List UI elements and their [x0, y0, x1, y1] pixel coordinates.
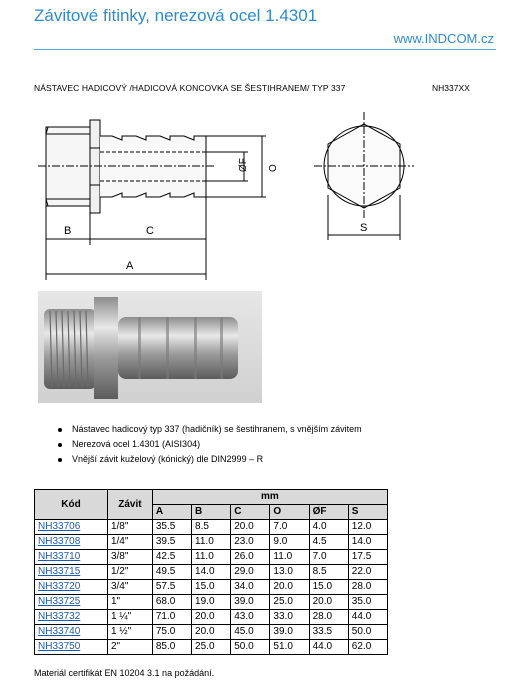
- col-header-s: S: [348, 505, 387, 520]
- cell-b: 11.0: [192, 535, 231, 550]
- cell-a: 39.5: [152, 535, 191, 550]
- page-title: Závitové fitinky, nerezová ocel 1.4301: [34, 6, 318, 25]
- cell-o: 20.0: [270, 580, 309, 595]
- col-header-b: B: [192, 505, 231, 520]
- cell-c: 26.0: [231, 550, 270, 565]
- cell-f: 15.0: [309, 580, 348, 595]
- product-photo: [38, 291, 262, 403]
- cell-b: 19.0: [192, 595, 231, 610]
- cell-o: 7.0: [270, 520, 309, 535]
- cell-a: 71.0: [152, 610, 191, 625]
- cell-zavit: 1/4": [107, 535, 152, 550]
- cell-s: 44.0: [348, 610, 387, 625]
- col-header-unit: mm: [152, 490, 387, 505]
- feature-item: Nástavec hadicový typ 337 (hadičník) se šestihranem, s vnějším závitem: [58, 422, 362, 437]
- cell-f: 44.0: [309, 640, 348, 655]
- cell-s: 35.0: [348, 595, 387, 610]
- table-row: [35, 580, 388, 595]
- product-code-link[interactable]: NH33720: [35, 580, 108, 595]
- table-row: [35, 610, 388, 625]
- cell-o: 51.0: [270, 640, 309, 655]
- technical-drawing: [34, 100, 454, 280]
- cell-o: 33.0: [270, 610, 309, 625]
- feature-item: Nerezová ocel 1.4301 (AISI304): [58, 437, 362, 452]
- cell-b: 8.5: [192, 520, 231, 535]
- cell-zavit: 2": [107, 640, 152, 655]
- label-c: C: [146, 225, 154, 237]
- cell-f: 33.5: [309, 625, 348, 640]
- cell-b: 25.0: [192, 640, 231, 655]
- col-header-o: O: [270, 505, 309, 520]
- label-o: O: [268, 164, 279, 172]
- cell-c: 20.0: [231, 520, 270, 535]
- col-header-zavit: Závit: [107, 490, 152, 520]
- product-code-link[interactable]: NH33732: [35, 610, 108, 625]
- cell-b: 15.0: [192, 580, 231, 595]
- col-header-kod: Kód: [35, 490, 108, 520]
- cell-zavit: 1/8": [107, 520, 152, 535]
- table-row: [35, 625, 388, 640]
- cell-a: 42.5: [152, 550, 191, 565]
- product-code-link[interactable]: NH33725: [35, 595, 108, 610]
- cell-c: 45.0: [231, 625, 270, 640]
- cell-c: 34.0: [231, 580, 270, 595]
- cell-o: 9.0: [270, 535, 309, 550]
- product-code-link[interactable]: NH33715: [35, 565, 108, 580]
- cell-s: 14.0: [348, 535, 387, 550]
- cell-s: 12.0: [348, 520, 387, 535]
- cell-c: 23.0: [231, 535, 270, 550]
- table-row: [35, 565, 388, 580]
- cell-f: 28.0: [309, 610, 348, 625]
- cell-b: 14.0: [192, 565, 231, 580]
- header-rule: [34, 49, 496, 50]
- table-row: [35, 595, 388, 610]
- label-a: A: [126, 260, 134, 272]
- cell-a: 49.5: [152, 565, 191, 580]
- product-code-link[interactable]: NH33710: [35, 550, 108, 565]
- cell-b: 11.0: [192, 550, 231, 565]
- cell-zavit: 1 ¼": [107, 610, 152, 625]
- cell-o: 13.0: [270, 565, 309, 580]
- product-code-link[interactable]: NH33750: [35, 640, 108, 655]
- cell-a: 75.0: [152, 625, 191, 640]
- cell-a: 85.0: [152, 640, 191, 655]
- cell-c: 50.0: [231, 640, 270, 655]
- cell-zavit: 1": [107, 595, 152, 610]
- cell-c: 39.0: [231, 595, 270, 610]
- cell-f: 20.0: [309, 595, 348, 610]
- table-row: [35, 550, 388, 565]
- product-code-link[interactable]: NH33740: [35, 625, 108, 640]
- cell-zavit: 3/8": [107, 550, 152, 565]
- cell-o: 39.0: [270, 625, 309, 640]
- certificate-note: Materiál certifikát EN 10204 3.1 na požádání.: [34, 668, 215, 678]
- hex-end-view: [314, 112, 414, 240]
- cell-b: 20.0: [192, 625, 231, 640]
- cell-f: 7.0: [309, 550, 348, 565]
- product-code-link[interactable]: NH33706: [35, 520, 108, 535]
- col-header-f: ØF: [309, 505, 348, 520]
- cell-zavit: 1/2": [107, 565, 152, 580]
- cell-c: 29.0: [231, 565, 270, 580]
- cell-a: 35.5: [152, 520, 191, 535]
- cell-s: 22.0: [348, 565, 387, 580]
- cell-a: 68.0: [152, 595, 191, 610]
- dimensions-table: [34, 489, 388, 655]
- feature-list: [58, 422, 362, 467]
- cell-o: 25.0: [270, 595, 309, 610]
- label-b: B: [64, 225, 72, 237]
- product-subtitle: NÁSTAVEC HADICOVÝ /HADICOVÁ KONCOVKA SE ŠESTIHRANEM/ TYP 337: [34, 83, 346, 93]
- cell-b: 20.0: [192, 610, 231, 625]
- cell-o: 11.0: [270, 550, 309, 565]
- cell-zavit: 1 ½": [107, 625, 152, 640]
- cell-s: 50.0: [348, 625, 387, 640]
- product-code: NH337XX: [432, 83, 470, 93]
- label-f: ØF: [238, 158, 249, 172]
- cell-a: 57.5: [152, 580, 191, 595]
- cell-c: 43.0: [231, 610, 270, 625]
- product-code-link[interactable]: NH33708: [35, 535, 108, 550]
- website-link[interactable]: www.INDCOM.cz: [393, 31, 494, 46]
- table-row: [35, 520, 388, 535]
- cell-zavit: 3/4": [107, 580, 152, 595]
- table-row: [35, 535, 388, 550]
- col-header-a: A: [152, 505, 191, 520]
- label-s: S: [360, 222, 368, 234]
- cell-f: 4.0: [309, 520, 348, 535]
- feature-item: Vnější závit kuželový (kónický) dle DIN2999 – R: [58, 452, 362, 467]
- col-header-c: C: [231, 505, 270, 520]
- cell-s: 17.5: [348, 550, 387, 565]
- cell-s: 28.0: [348, 580, 387, 595]
- dimension-o-f: [206, 136, 266, 197]
- cell-f: 8.5: [309, 565, 348, 580]
- cell-s: 62.0: [348, 640, 387, 655]
- cell-f: 4.5: [309, 535, 348, 550]
- table-row: [35, 640, 388, 655]
